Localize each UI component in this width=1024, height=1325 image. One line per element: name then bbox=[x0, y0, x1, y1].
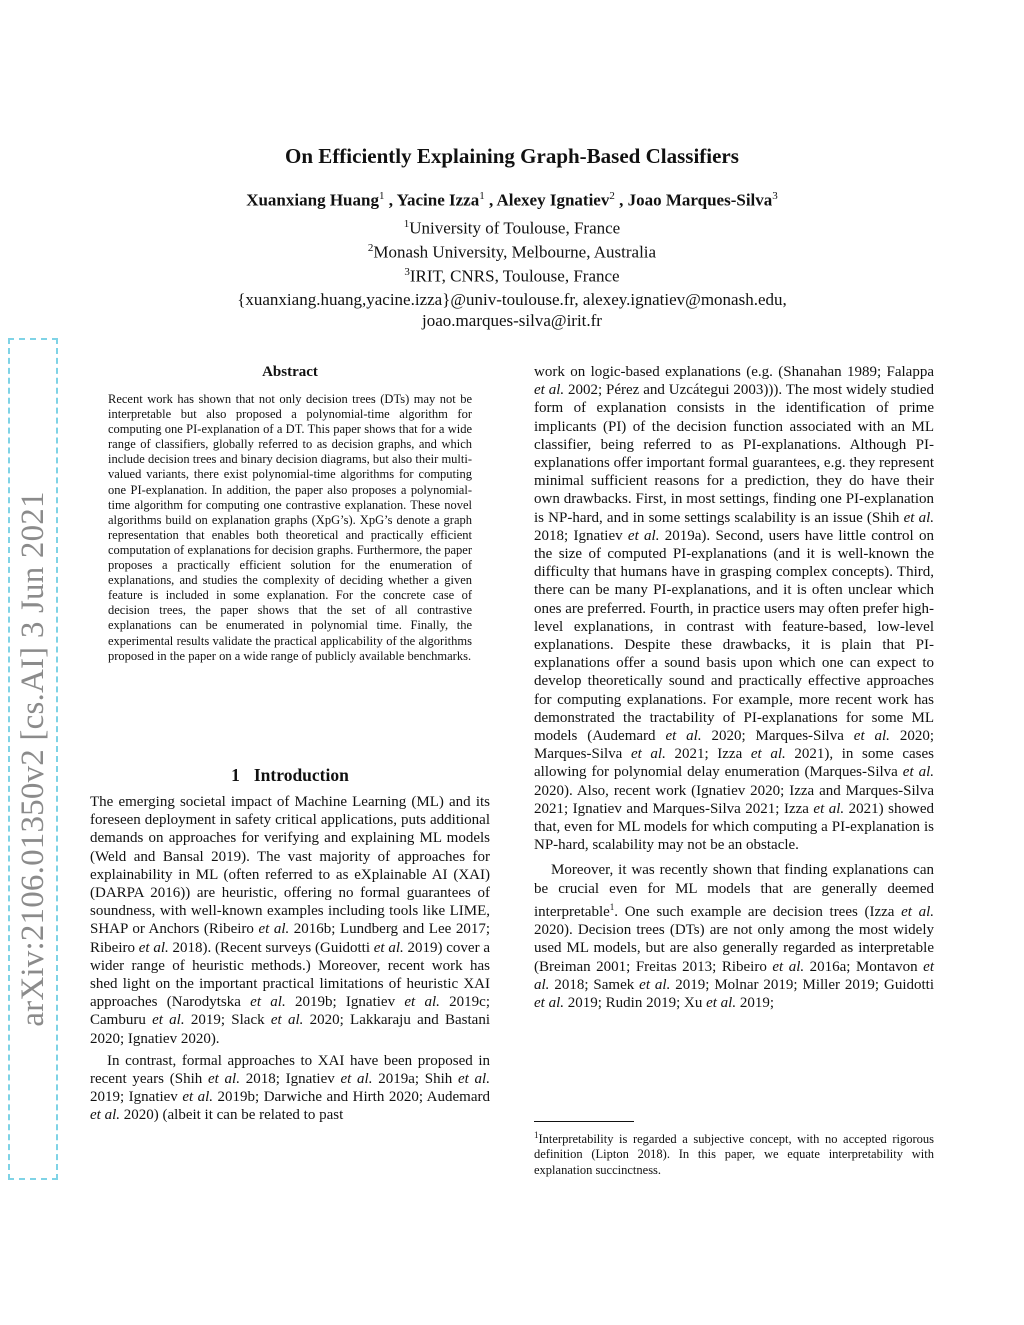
footnote-rule bbox=[534, 1121, 634, 1122]
author-affiliation-mark: 2 bbox=[609, 190, 615, 202]
paper-title: On Efficiently Explaining Graph-Based Classifiers bbox=[285, 144, 739, 168]
arxiv-identifier: arXiv:2106.01350v2 [cs.AI] 3 Jun 2021 bbox=[8, 338, 58, 1180]
paragraph-4: Moreover, it was recently shown that finding explanations can be crucial even for ML models that are generally deemed interpretable$^1$. One such example are decision trees (Izza et al. 2020). Decision trees (DTs) are not only among the most widely used ML models, but are also generally regarded as interpretable (Breiman 2001; Freitas 2013; Ribeiro et al. 2016a; Montavon et al. 2018; Samek et al. 2019; Molnar 2019; Miller 2019; Guidotti et al. 2019; Rudin 2019; Xu et al. 2019; bbox=[534, 862, 935, 1011]
paragraph-3: work on logic-based explanations (e.g. (Shanahan 1989; Falappa et al. 2002; Pérez and Uzcátegui 2003))). The most widely studied form of explanation consists in the identification of prime implicants (PI) of the decision function associated with an ML classifier, being referred to as PI-explanations. Although PI-explanations offer important formal guarantees, e.g. they represent minimal sufficient reasons for a prediction, they do have their own drawbacks. First, in most settings, finding one PI-explanation is NP-hard, and in some settings scalability is an issue (Shih et al. 2018; Ignatiev et al. 2019a). Second, users have little control on the size of computed PI-explanations (and it is well-known the difficulty that humans have in grasping complex concepts). Third, there can be many PI-explanations, and it is often unclear which ones are preferred. Fourth, in practice users may often prefer high-level explanations, in contrast with feature-based, low-level explanations. Despite these drawbacks, it is plain that PI-explanations offer a sound basis upon which one can expect to develop theoretically sound and practically effective approaches for computing explanations. For example, more recent work has demonstrated the tractability of PI-explanations for some ML models (Audemard et al. 2020; Marques-Silva et al. 2020; Marques-Silva et al. 2021; Izza et al. 2021), in some cases allowing for polynomial delay enumeration (Marques-Silva et al. 2020). Also, recent work (Ignatiev 2020; Izza and Marques-Silva 2021; Ignatiev and Marques-Silva 2021; Izza et al. 2021) showed that, even for ML models for which computing a PI-explanation is NP-hard, scalability may not be an obstacle. bbox=[534, 364, 935, 854]
author-name: Joao Marques-Silva bbox=[627, 190, 773, 210]
author-name: Xuanxiang Huang bbox=[246, 190, 379, 210]
email-line-2: joao.marques-silva@irit.fr bbox=[422, 311, 602, 330]
paragraph-1: The emerging societal impact of Machine Learning (ML) and its foreseen deployment in safety critical applications, puts additional demands on approaches for verifying and explaining ML models (Weld and Bansal 2019). The vast majority of approaches for explainability in ML (often referred to as eXplainable AI (XAI) (DARPA 2016)) are heuristic, offering no formal guarantees of soundness, with well-known examples including tools like LIME, SHAP or Anchors (Ribeiro et al. 2016b; Lundberg and Lee 2017; Ribeiro et al. 2018). (Recent surveys (Guidotti et al. 2019) cover a wider range of heuristic methods.) Moreover, recent work has shed light on the important practical limitations of heuristic XAI approaches (Narodytska et al. 2019b; Ignatiev et al. 2019c; Camburu et al. 2019; Slack et al. 2020; Lakkaraju and Bastani 2020; Ignatiev 2020). bbox=[90, 794, 490, 1047]
section-heading-introduction: 1 Introduction bbox=[231, 765, 349, 785]
abstract-heading: Abstract bbox=[262, 364, 318, 380]
footnote-mark: 1 bbox=[609, 901, 615, 912]
author-affiliation-mark: 3 bbox=[772, 190, 778, 202]
affiliation-3: $^3$IRIT, CNRS, Toulouse, France bbox=[404, 266, 620, 286]
author-list: Xuanxiang Huang$^1$ , Yacine Izza$^1$ , Alexey Ignatiev$^2$ , Joao Marques-Silva$^3$ bbox=[246, 190, 778, 210]
author-affiliation-mark: 1 bbox=[479, 190, 485, 202]
author-name: Alexey Ignatiev bbox=[496, 190, 610, 210]
affiliation-1: $^1$University of Toulouse, France bbox=[403, 218, 621, 238]
author-name: Yacine Izza bbox=[396, 190, 480, 210]
author-affiliation-mark: 1 bbox=[378, 190, 385, 202]
affiliation-2: $^2$Monash University, Melbourne, Australia bbox=[367, 242, 657, 262]
paragraph-2: In contrast, formal approaches to XAI have been proposed in recent years (Shih et al. 2018; Ignatiev et al. 2019a; Shih et al. 2019; Ignatiev et al. 2019b; Darwiche and Hirth 2020; Audemard et al. 2020) (albeit it can be related to past bbox=[90, 1052, 490, 1124]
right-column bbox=[534, 363, 934, 1012]
email-line-1: {xuanxiang.huang,yacine.izza}@univ-toulouse.fr, alexey.ignatiev@monash.edu, bbox=[237, 290, 787, 309]
footnote: $^1$Interpretability is regarded a subjective concept, with no accepted rigorous definition (Lipton 2018). In this paper, we equate interpretability with explanation succinctness. bbox=[534, 1130, 934, 1177]
abstract-body: Recent work has shown that not only decision trees (DTs) may not be interpretable but also proposed a polynomial-time algorithm for computing one PI-explanation of a DT. This paper shows that for a wide range of classifiers, globally referred to as decision graphs, and which include decision trees and binary decision diagrams, but also their multi-valued variants, there exist polynomial-time algorithms for computing one PI-explanation. In addition, the paper also proposes a polynomial-time algorithm for computing one contrastive explanation. These novel algorithms build on explanation graphs (XpG’s). XpG’s denote a graph representation that enables both theoretical and practically efficient computation of explanations for decision graphs. Furthermore, the paper proposes a practically efficient solution for the enumeration of explanations, and studies the complexity of deciding whether a given feature is included in some explanation. For the concrete case of decision trees, the paper shows that the set of all contrastive explanations can be enumerated in polynomial time. Finally, the experimental results validate the practical applicability of the algorithms proposed in the paper on a wide range of publicly available benchmarks. bbox=[108, 392, 472, 663]
left-column bbox=[90, 793, 490, 1125]
